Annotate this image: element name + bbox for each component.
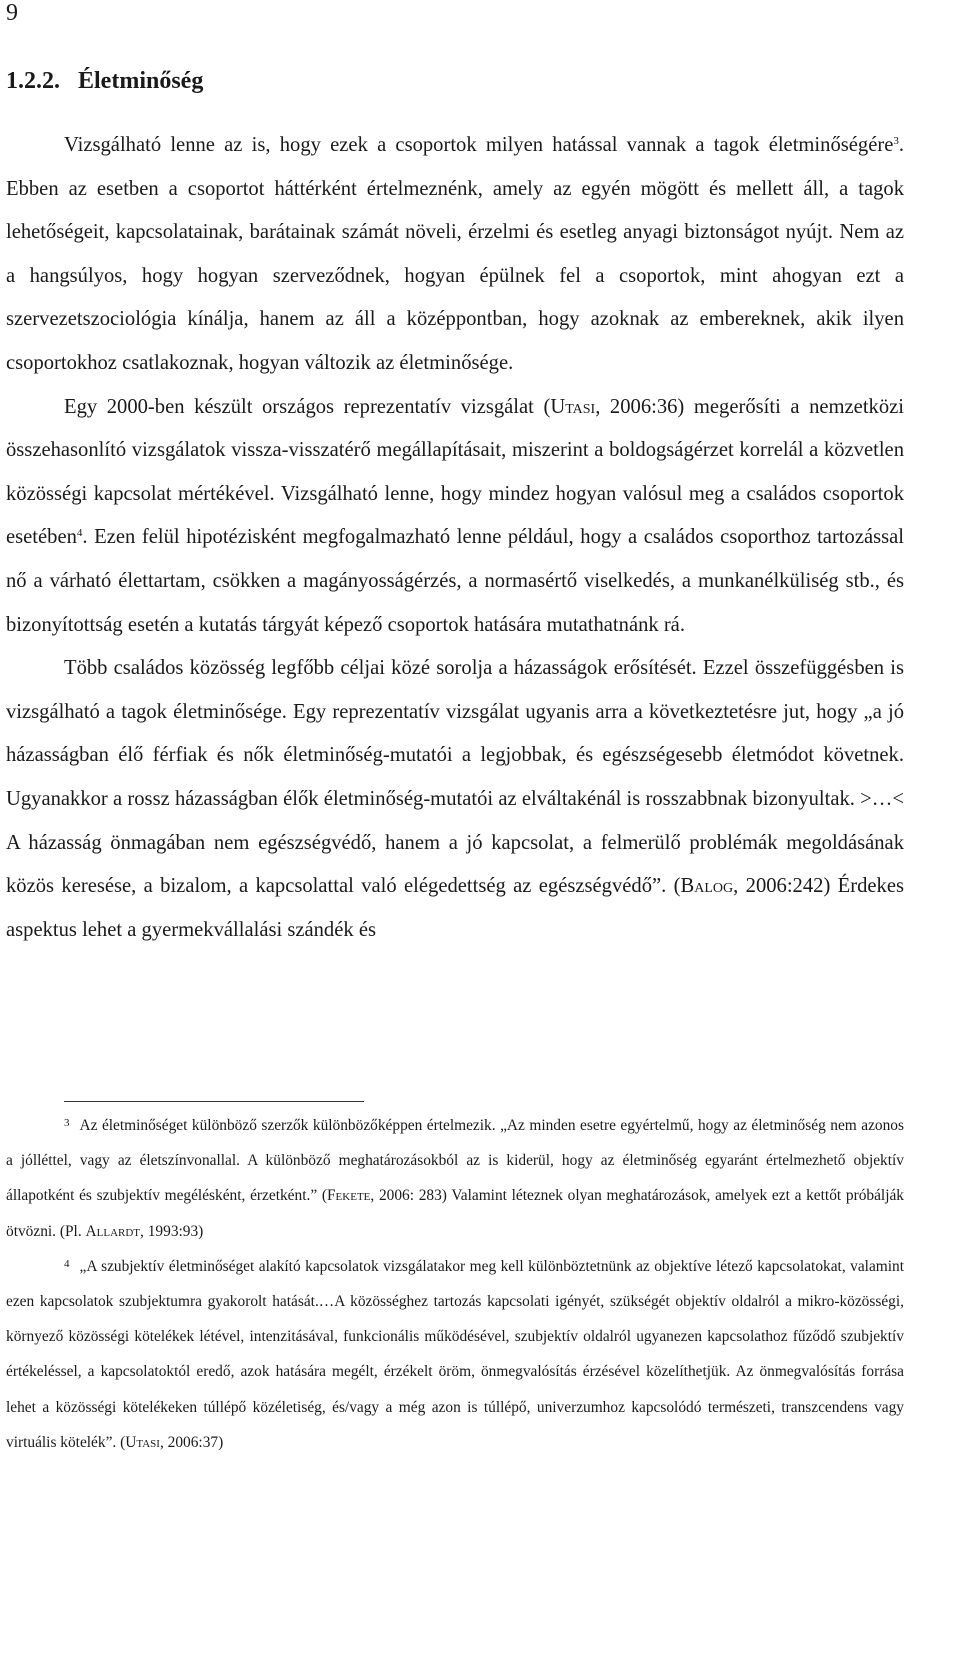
footnote-mark: 4 [64, 1257, 70, 1270]
page-number: 9 [6, 0, 18, 26]
citation-author: Utasi [125, 1433, 160, 1451]
paragraph-2-text-b: , 2006:36) megerősíti a nemzetközi összehasonlító vizsgálatok vissza-visszatérő megállapításait, miszerint a boldogságérzet korrelál a közvetlen közösségi kapcsolat mértékével. Vizsgálható lenne, hogy mindez hogyan valósul meg a családos csoportok esetében [6, 395, 904, 549]
footnote-4-text-b: , 2006:37) [159, 1433, 224, 1451]
section-heading [6, 64, 203, 98]
footnote-3-text-b: , 2006: 283) Valamint léteznek olyan meghatározások, amelyek ezt a kettőt próbálják ötvözni. (Pl. [6, 1187, 904, 1240]
footnote-3 [6, 1108, 904, 1249]
paragraph-2-text-c: . Ezen felül hipotézisként megfogalmazható lenne például, hogy a családos csoporthoz tartozással nő a várható élettartam, csökken a magányosságérzés, a normasértő viselkedés, a munkanélküliség stb., és bizonyítottság esetén a kutatás tárgyát képező csoportok hatására mutathatnánk rá. [6, 526, 904, 636]
paragraph-1-text-b: . Ebben az esetben a csoportot háttérként értelmeznénk, amely az egyén mögött és mellett áll, a tagok lehetőségeit, kapcsolatainak, barátainak számát növeli, érzelmi és esetleg anyagi biztonságot nyújt. Nem az a hangsúlyos, hogy hogyan szerveződnek, hogyan épülnek fel a csoportok, mint ahogyan ezt a szervezetszociológia kínálja, hanem az áll a középpontban, hogy azoknak az embereknek, akik ilyen csoportokhoz csatlakoznak, hogyan változik az életminősége. [6, 134, 904, 374]
paragraph-2-text-a: Egy 2000-ben készült országos reprezentatív vizsgálat ( [64, 395, 551, 418]
citation-author: Allardt [85, 1222, 141, 1240]
section-number: 1.2.2. [6, 68, 60, 94]
citation-author: Utasi [550, 395, 596, 418]
paragraph-3 [6, 647, 904, 952]
section-title: Életminőség [78, 68, 204, 94]
paragraph-3-text-b: , 2006:242) Érdekes aspektus lehet a gyermekvállalási szándék és [6, 875, 904, 941]
footnote-separator [64, 1101, 364, 1102]
citation-author: Balog [680, 875, 734, 898]
paragraph-1 [6, 124, 904, 386]
footnote-4-text-a: „A szubjektív életminőséget alakító kapcsolatok vizsgálatakor meg kell különböztetnünk az objektíve létező kapcsolatokat, valamint ezen kapcsolatok szubjektumra gyakorolt hatását.…A közösséghez tartozás kapcsolati igényét, szükségét objektív oldalról a mikro-közösségi, környező közösségi kötelékek létével, intenzitásával, funkcionális működésével, szubjektív oldalról ugyanezen kapcsolathoz fűződő szubjektív értékeléssel, a kapcsolatoktól eredő, azok hatására megélt, érzékelt öröm, önmegvalósítás érzésével közelíthetjük. Az önmegvalósítás forrása lehet a közösségi kötelékeken túllépő közéletiség, és/vagy a még azon is túllépő, univerzumhoz kapcsolódó természeti, transzcendens vagy virtuális kötelék”. ( [6, 1257, 904, 1451]
paragraph-2 [6, 386, 904, 648]
body-text [6, 124, 904, 952]
footnote-ref-4[interactable]: 4 [76, 527, 83, 540]
paragraph-3-text-a: Több családos közösség legfőbb céljai közé sorolja a házasságok erősítését. Ezzel összefüggésben is vizsgálható a tagok életminősége. Egy reprezentatív vizsgálat ugyanis arra a következtetésre jut, hogy „a jó házasságban élő férfiak és nők életminőség-mutatói a legjobbak, és egészségesebb életmódot követnek. Ugyanakkor a rossz házasságban élők életminőség-mutatói az elváltakénál is rosszabbnak bizonyultak. >…< A házasság önmagában nem egészségvédő, hanem a jó kapcsolat, a felmerülő problémák megoldásának közös keresése, a bizalom, a kapcsolattal való elégedettség az egészségvédő”. ( [6, 657, 904, 898]
footnote-3-text-a: Az életminőséget különböző szerzők különbözőképpen értelmezik. „Az minden esetre egyértelmű, hogy az életminőség nem azonos a jólléttel, vagy az életszínvonallal. A különböző meghatározásokból az is kiderül, hogy az életminőség egyaránt értelmezhető objektív állapotként és szubjektív megélésként, érzetként.” ( [6, 1117, 904, 1205]
footnotes [6, 1108, 904, 1460]
paragraph-1-text-a: Vizsgálható lenne az is, hogy ezek a csoportok milyen hatással vannak a tagok életminőségére [64, 134, 894, 156]
footnote-mark: 3 [64, 1117, 70, 1129]
footnote-4 [6, 1249, 904, 1460]
footnote-3-text-c: , 1993:93) [140, 1222, 204, 1240]
citation-author: Fekete [327, 1187, 371, 1205]
footnote-ref-3[interactable]: 3 [893, 135, 899, 147]
